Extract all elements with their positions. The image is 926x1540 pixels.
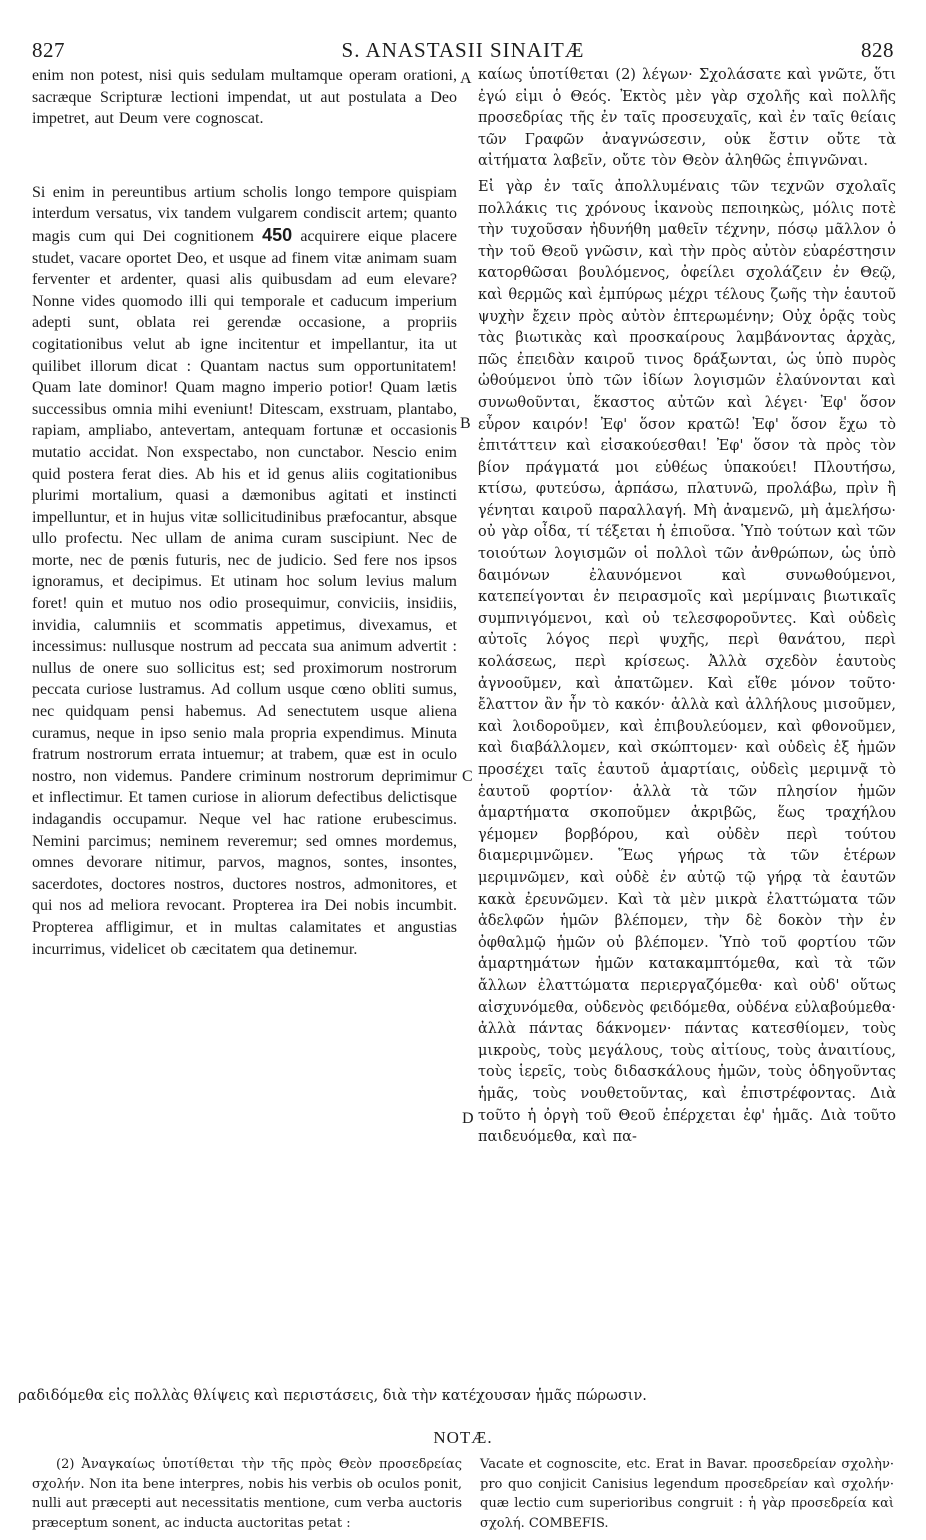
latin-paragraph-1: enim non potest, nisi quis sedulam multamque operam orationi, sacræque Scripturæ lectioni impendat, ut aut postulata a Deo impetret, aut Deum vere cognoscat.	[32, 67, 457, 128]
margin-marker-c: C	[462, 768, 473, 785]
page-header	[32, 38, 894, 64]
latin-paragraph-2	[32, 182, 457, 960]
note-right: Vacate et cognoscite, etc. Erat in Bavar. προσεδρείαν σχολὴν· pro quo conjicit Canisius legendum προσεδρείαν καὶ σχολήν· quæ lectio cum superioribus congruit : ἡ γὰρ προσεδρεία καὶ σχολή. COMBEFIS.	[480, 1457, 894, 1531]
migne-column-number: 450	[262, 224, 293, 245]
page-number-right: 828	[861, 38, 894, 62]
margin-marker-d: D	[462, 1110, 474, 1127]
page-number-left: 827	[32, 38, 65, 62]
margin-marker-a: A	[460, 70, 472, 87]
latin-column	[32, 65, 457, 960]
notes-heading: NOTÆ.	[433, 1428, 493, 1447]
latin-paragraph-2-start: Si enim in pereuntibus artium scholis longo tempore quispiam interdum versatus, vix tandem vulgarem condiscit artem; quanto magis cum qui Dei cognitionem	[32, 183, 457, 245]
latin-paragraph-2-rest: acquirere eique placere studet, vacare oportet Deo, et usque ad finem vitæ animam suam ferventer et ardenter, quasi alis quibusdam ad eum elevare? Nonne vides quomodo illi qui temporale et caducum imperium adepti sunt, oblata rei gerendæ occasione, a propriis cogitationibus velut ab igne incitentur et impellantur, ita ut quilibet illorum dicat : Quantam nactus sum opportunitatem! Quam late dominor! Quam magno imperio potior! Quam lætis successibus omnia mihi eveniunt! Ditescam, exstruam, plantabo, rapiam, ampliabo, antevertam, antequam fortunæ et occasionis mutatio accidat. Non exspectabo, non cunctabor. Nescio enim quid postera ferat dies. Ab his et id genus aliis cogitationibus plurimi mortalium, quasi a dæmonibus agitati et instincti impelluntur, et in hujus vitæ sollicitudinibus præfocantur, absque ullo profectu. Nec ullam de anima curam suscipiunt. Nec de morte, nec de pœnis futuris, nec de judicio. Sed fere nos ipsos ignoramus, et decipimus. Et utinam hoc solum levius malum foret! quin et mutuo nos odio prosequimur, conviciis, insidiis, invidia, calumniis et scommatis appetimus, divexamus, et incessimus: nullusque nostrum ad peccata sua animum advertit : nullus de onere suo sollicitus est; sed proximorum nostrorum peccata curiose lustramus. Ad collum usque cœno obliti sumus, nec quidquam pensi habemus. Ad senectutem usque aliena curamus, neque in ipso senio mala propria expendimus. Minuta fratrum nostrorum errata intuemur; at trabem, quæ est in oculo nostro, non videmus. Pandere criminum nostrorum deprimimur et inflectimur. Et tamen curiose in aliorum defectibus delictisque indagandis occupamur. Neque vel hac ratione erubescimus. Nemini parcimus; neminem reveremur; sed omnes mordemus, omnes devorare nitimur, parvos, magnos, sontes, insontes, sacerdotes, doctores nostros, ductores nostros, admonitores, et qui nos ad meliora revocant. Propterea ira Dei nobis incumbit. Propterea affligimur, et in multas calamitates et angustias incurrimus, videlicet ob cæcitatem qua detinemur.	[32, 227, 458, 958]
greek-paragraph-2: Εἰ γὰρ ἐν ταῖς ἀπολλυμέναις τῶν τεχνῶν σχολαῖς πολλάκις τις χρόνους ἱκανοὺς πεποιηκὼς, μόλις ποτὲ τὴν τυχοῦσαν ἠδυνήθη μαθεῖν τέχνην, πόσῳ μᾶλλον ὁ τὴν τοῦ Θεοῦ γνῶσιν, καὶ τὴν πρὸς αὐτὸν εὐαρέστησιν κατορθῶσαι βουλόμενος, ὀφείλει σχολάζειν ἐν Θεῷ, καὶ θερμῶς καὶ ἐμπύρως μέχρι τέλους ζωῆς τὴν ἑαυτοῦ ψυχὴν ἔχειν πρὸς αὐτὸν ἐπτερωμένην; Οὐχ ὁρᾷς τοὺς τὰς βιωτικὰς καὶ προσκαίρους λαμβάνοντας ἀρχὰς, πῶς ἐπειδὰν καιροῦ τινος δράξωνται, ὡς ὑπὸ πυρὸς ὠθούμενοι ὑπὸ τῶν ἰδίων λογισμῶν ἐλαύνονται καὶ συνωθοῦνται, ἕκαστος αὐτῶν καὶ λέγει· Ἐφ' ὅσον εὗρον καιρόν! Ἐφ' ὅσον κρατῶ! Ἐφ' ὅσον ἔχω τὸ ἐπιτάττειν καὶ εἰσακούεσθαι! Ἐφ' ὅσον τὰ πρὸς τὸν βίον πράγματά μοι εὐθέως ὑπακούει! Πλουτήσω, κτίσω, φυτεύσω, ἁρπάσω, πλατυνῶ, προλάβω, πρὶν ἢ γένηται καιροῦ παραλλαγή. Μὴ ἀναμενῶ, μὴ ἀμελήσω· οὐ γὰρ οἶδα, τί τέξεται ἡ ἐπιοῦσα. Ὑπὸ τούτων καὶ τῶν τοιούτων λογισμῶν οἱ πολλοὶ τῶν ἀνθρώπων, ὡς ὑπὸ δαιμόνων ἐλαυνόμενοι καὶ συνωθούμενοι, κατεπείγονται ἐν πειρασμοῖς καὶ μερίμναις βιωτικαῖς συμπνιγόμενοι, καὶ οὐ τελεσφοροῦντες. Καὶ οὐδεὶς αὐτοῖς λόγος περὶ ψυχῆς, περὶ θανάτου, περὶ κολάσεως, περὶ κρίσεως. Ἀλλὰ σχεδὸν ἑαυτοὺς ἀγνοοῦμεν, καὶ ἀπατῶμεν. Καὶ εἴθε μόνον τοῦτο· ἔλαττον ἂν ἦν τὸ κακόν· ἀλλὰ καὶ ἀλλήλους μισοῦμεν, καὶ λοιδοροῦμεν, καὶ ἐπιβουλεύομεν, καὶ φθονοῦμεν, καὶ διαβάλλομεν, καὶ σκώπτομεν· καὶ οὐδεὶς ἐξ ἡμῶν προσέχει ταῖς ἑαυτοῦ ἁμαρτίαις, οὐδεὶς μεριμνᾷ τὸ ἑαυτοῦ φορτίον· ἀλλὰ τὰ τῶν πλησίον ἡμῶν ἁμαρτήματα σκοποῦμεν ἀκριβῶς, ἕως τραχήλου γέμομεν βορβόρου, καὶ οὐδὲν περὶ τούτου διαμεριμνῶμεν. Ἕως γήρως τὰ τῶν ἑτέρων μεριμνῶμεν, καὶ οὐδὲ ἐν αὐτῷ τῷ γήρᾳ τὰ ἑαυτῶν κακὰ ἐρευνῶμεν. Καὶ τὰ μὲν μικρὰ ἐλαττώματα τῶν ἀδελφῶν ἡμῶν βλέπομεν, τὴν δὲ δοκὸν τὴν ἐν ὀφθαλμῷ ἡμῶν οὐ βλέπομεν. Ὑπὸ τοῦ φορτίου τῶν ἁμαρτημάτων ἡμῶν κατακαμπτόμεθα, καὶ τὰ τῶν ἄλλων ἐλαττώματα περιεργαζόμεθα· καὶ οὐδ' οὕτως αἰσχυνόμεθα, οὐδενὸς φειδόμεθα, οὐδένα εὐλαβούμεθα· ἀλλὰ πάντας δάκνομεν· πάντας κατεσθίομεν, τοὺς μικροὺς, τοὺς μεγάλους, τοὺς αἰτίους, τοὺς ἀναιτίους, τοὺς ἱερεῖς, τοὺς διδασκάλους ἡμῶν, τοὺς ὁδηγοῦντας ἡμᾶς, τοὺς νουθετοῦντας, καὶ ἐπιστρέφοντας. Διὰ τοῦτο ἡ ὀργὴ τοῦ Θεοῦ ἐπέρχεται ἐφ' ἡμᾶς. Διὰ τοῦτο παιδευόμεθα, καὶ πα-	[478, 178, 896, 1146]
note-left: (2) Ἀναγκαίως ὑποτίθεται τὴν τῆς πρὸς Θεὸν προσεδρείας σχολήν. Non ita bene interpres, nobis his verbis ob oculos ponit, nulli aut præcepti aut necessitatis mentione, cum verba auctoris præceptum sonent, ac inducta auctoritas petat :	[32, 1457, 462, 1531]
greek-paragraph-1: καίως ὑποτίθεται (2) λέγων· Σχολάσατε καὶ γνῶτε, ὅτι ἐγώ εἰμι ὁ Θεός. Ἐκτὸς μὲν γὰρ σχολῆς καὶ πολλῆς προσεδρίας τῆς ἐν ταῖς προσευχαῖς, καὶ ἐν ταῖς θείαις τῶν Γραφῶν ἀναγνώσεσιν, οὐκ ἔστιν οὔτε τὰ αἰτήματα λαβεῖν, οὔτε τὸν Θεὸν ἀληθῶς ἐπιγνῶναι.	[478, 67, 896, 170]
greek-continuation-line: ραδιδόμεθα εἰς πολλὰς θλίψεις καὶ περιστάσεις, διὰ τὴν κατέχουσαν ἡμᾶς πώρωσιν.	[18, 1388, 647, 1404]
greek-column	[478, 65, 896, 1149]
margin-marker-b: B	[460, 415, 471, 432]
running-title: S. ANASTASII SINAITÆ	[341, 38, 585, 62]
